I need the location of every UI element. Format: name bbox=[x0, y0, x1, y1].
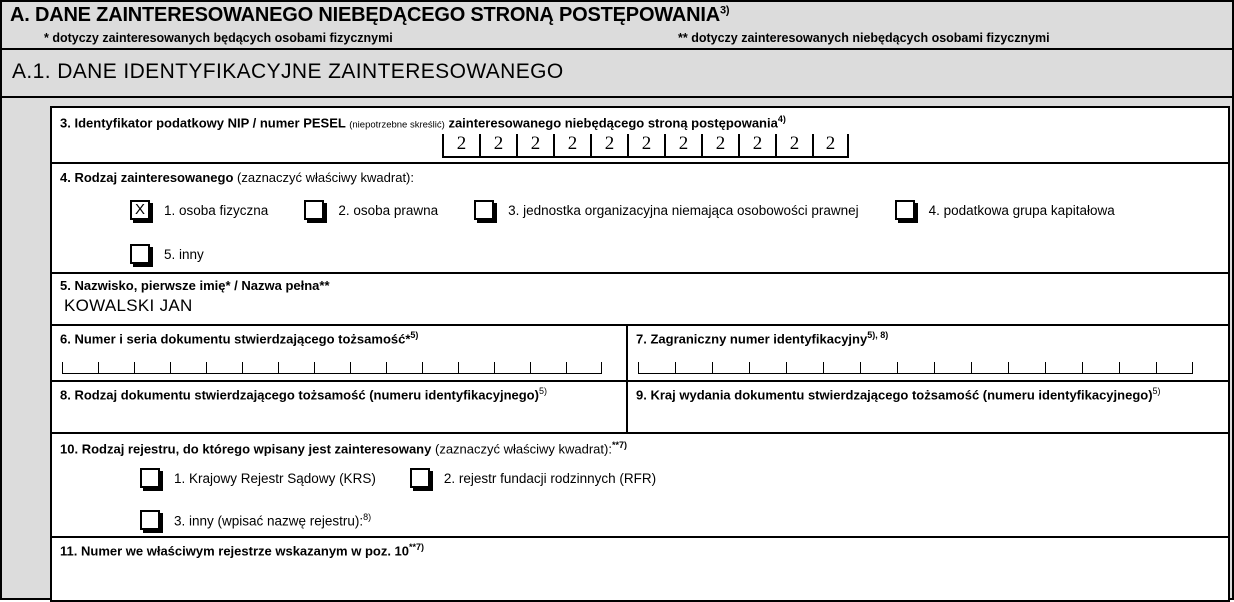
field-6-input[interactable] bbox=[62, 362, 602, 374]
field-11-number: 11. bbox=[60, 543, 78, 559]
field-7-guide-cell[interactable] bbox=[712, 362, 749, 374]
field-6-guide-cell[interactable] bbox=[314, 362, 350, 374]
field-4-option-3-label: 3. jednostka organizacyjna niemająca osobowości prawnej bbox=[508, 202, 859, 218]
field-3-digit-cell[interactable] bbox=[738, 134, 775, 158]
field-4-option-1[interactable] bbox=[130, 200, 268, 220]
field-10-option-3-superscript: 8) bbox=[363, 511, 372, 522]
field-7-guide-cell[interactable] bbox=[638, 362, 675, 374]
field-7-guide-cell[interactable] bbox=[1119, 362, 1156, 374]
field-4-option-5-label: 5. inny bbox=[164, 246, 204, 262]
field-7-number: 7. bbox=[636, 331, 647, 347]
field-4-checkbox-1[interactable]: X bbox=[130, 200, 150, 220]
field-10-checkbox-3[interactable] bbox=[140, 510, 160, 530]
form-fields-table bbox=[50, 106, 1230, 602]
field-6-cell bbox=[52, 326, 628, 380]
field-9-label bbox=[636, 386, 1161, 402]
field-7-guide-cell[interactable] bbox=[675, 362, 712, 374]
section-a-note-left: * dotyczy zainteresowanych będących osobami fizycznymi bbox=[44, 31, 393, 45]
field-8-label-main: Rodzaj dokumentu stwierdzającego tożsamość (numeru identyfikacyjnego) bbox=[74, 387, 539, 403]
field-8-cell[interactable] bbox=[52, 382, 628, 432]
field-4-option-1-label: 1. osoba fizyczna bbox=[164, 202, 269, 218]
field-10-option-1-label: 1. Krajowy Rejestr Sądowy (KRS) bbox=[174, 470, 376, 486]
field-4-checkbox-4[interactable] bbox=[895, 200, 915, 220]
field-4-options-row-1 bbox=[130, 200, 1115, 220]
field-3-label-tail: zainteresowanego niebędącego stroną postępowania bbox=[448, 115, 778, 131]
field-5-value[interactable]: KOWALSKI JAN bbox=[64, 296, 193, 315]
field-10-option-2[interactable] bbox=[410, 468, 656, 488]
field-10-option-2-label: 2. rejestr fundacji rodzinnych (RFR) bbox=[443, 470, 657, 486]
field-6-superscript: 5) bbox=[410, 330, 419, 340]
field-8-superscript: 5) bbox=[538, 386, 547, 396]
field-6-guide-cell[interactable] bbox=[134, 362, 170, 374]
field-10-superscript: **7) bbox=[611, 440, 627, 450]
section-a-title bbox=[10, 4, 729, 27]
field-3-digit-cell[interactable] bbox=[812, 134, 849, 158]
field-row-5 bbox=[52, 274, 1228, 326]
field-3-label bbox=[60, 114, 786, 130]
section-a-note-right: ** dotyczy zainteresowanych niebędących osobami fizycznymi bbox=[678, 31, 1050, 45]
field-3-digit-value: 2 bbox=[789, 133, 800, 154]
field-3-superscript: 4) bbox=[777, 114, 786, 124]
field-6-guide-cell[interactable] bbox=[278, 362, 314, 374]
field-11-superscript: **7) bbox=[409, 542, 425, 552]
field-4-options-row-2 bbox=[130, 244, 204, 264]
field-4-label-main: Rodzaj zainteresowanego bbox=[74, 170, 234, 185]
field-3-digit-cell[interactable] bbox=[442, 134, 479, 158]
field-6-guide-cell[interactable] bbox=[458, 362, 494, 374]
field-3-digit-cell[interactable] bbox=[775, 134, 812, 158]
field-row-8-9 bbox=[52, 382, 1228, 434]
field-6-label bbox=[60, 330, 418, 346]
field-4-checkbox-5[interactable] bbox=[130, 244, 150, 264]
field-7-input[interactable] bbox=[638, 362, 1193, 374]
field-6-guide-cell[interactable] bbox=[170, 362, 206, 374]
field-3-digit-value: 2 bbox=[825, 133, 836, 154]
field-6-label-main: Numer i seria dokumentu stwierdzającego tożsamość* bbox=[74, 331, 411, 347]
section-a1-title: A.1. DANE IDENTYFIKACYJNE ZAINTERESOWANEGO bbox=[12, 60, 564, 83]
field-9-number: 9. bbox=[636, 387, 647, 403]
field-3-digit-cell[interactable] bbox=[479, 134, 516, 158]
field-7-cell bbox=[628, 326, 1228, 380]
field-3-digit-value: 2 bbox=[530, 133, 541, 154]
field-7-label-main: Zagraniczny numer identyfikacyjny bbox=[650, 331, 868, 347]
field-8-label bbox=[60, 386, 547, 402]
field-4-label bbox=[60, 170, 414, 185]
field-3-digit-cell[interactable] bbox=[516, 134, 553, 158]
field-7-superscript: 5), 8) bbox=[867, 330, 889, 340]
field-3-digit-cell[interactable] bbox=[701, 134, 738, 158]
section-a1-header bbox=[2, 50, 1232, 98]
field-3-label-note: (niepotrzebne skreślić) bbox=[349, 119, 445, 131]
field-3-pesel-input[interactable] bbox=[442, 134, 849, 158]
field-4-option-4-label: 4. podatkowa grupa kapitałowa bbox=[928, 202, 1115, 218]
field-10-checkbox-1[interactable] bbox=[140, 468, 160, 488]
field-3-digit-cell[interactable] bbox=[590, 134, 627, 158]
field-10-option-3[interactable] bbox=[140, 510, 371, 530]
field-5-label-main: Nazwisko, pierwsze imię* / Nazwa pełna** bbox=[74, 278, 330, 293]
field-3-digit-value: 2 bbox=[641, 133, 652, 154]
field-row-11[interactable] bbox=[52, 538, 1228, 600]
field-6-guide-cell[interactable] bbox=[206, 362, 242, 374]
field-10-options-row-1 bbox=[140, 468, 656, 488]
field-3-digit-cell[interactable] bbox=[627, 134, 664, 158]
section-a-header bbox=[2, 2, 1232, 50]
field-6-guide-cell[interactable] bbox=[386, 362, 422, 374]
field-11-label-main: Numer we właściwym rejestrze wskazanym w poz. 10 bbox=[80, 543, 410, 559]
section-a-title-superscript: 3) bbox=[719, 4, 730, 17]
field-11-label bbox=[60, 542, 424, 558]
field-3-digit-cell[interactable] bbox=[553, 134, 590, 158]
field-6-guide-cell[interactable] bbox=[494, 362, 530, 374]
field-7-guide-cell[interactable] bbox=[1008, 362, 1045, 374]
field-3-digit-value: 2 bbox=[715, 133, 726, 154]
field-9-label-main: Kraj wydania dokumentu stwierdzającego tożsamość (numeru identyfikacyjnego) bbox=[650, 387, 1153, 403]
field-6-guide-cell[interactable] bbox=[566, 362, 602, 374]
field-10-number: 10. bbox=[60, 441, 79, 457]
field-7-guide-cell[interactable] bbox=[823, 362, 860, 374]
field-7-guide-cell[interactable] bbox=[1156, 362, 1193, 374]
field-10-label-hint: (zaznaczyć właściwy kwadrat): bbox=[434, 441, 612, 457]
field-row-4 bbox=[52, 164, 1228, 274]
field-6-guide-cell[interactable] bbox=[530, 362, 566, 374]
field-3-label-main: Identyfikator podatkowy NIP / numer PESEL bbox=[74, 115, 346, 131]
field-3-digit-value: 2 bbox=[752, 133, 763, 154]
field-6-guide-cell[interactable] bbox=[62, 362, 98, 374]
field-10-option-3-text: 3. inny (wpisać nazwę rejestru): bbox=[174, 513, 364, 529]
field-10-option-3-label bbox=[174, 512, 371, 529]
field-4-option-4[interactable] bbox=[895, 200, 1115, 220]
field-10-checkbox-2[interactable] bbox=[410, 468, 430, 488]
field-7-guide-cell[interactable] bbox=[934, 362, 971, 374]
field-7-guide-cell[interactable] bbox=[1082, 362, 1119, 374]
field-9-cell[interactable] bbox=[628, 382, 1228, 432]
field-4-option-3[interactable] bbox=[474, 200, 858, 220]
field-3-digit-value: 2 bbox=[678, 133, 689, 154]
field-3-digit-value: 2 bbox=[567, 133, 578, 154]
field-row-10 bbox=[52, 434, 1228, 538]
field-5-label bbox=[60, 278, 330, 293]
field-7-guide-cell[interactable] bbox=[971, 362, 1008, 374]
field-row-6-7 bbox=[52, 326, 1228, 382]
field-6-guide-cell[interactable] bbox=[98, 362, 134, 374]
field-7-guide-cell[interactable] bbox=[749, 362, 786, 374]
field-6-number: 6. bbox=[60, 331, 71, 347]
field-10-label-main: Rodzaj rejestru, do którego wpisany jest zainteresowany bbox=[81, 441, 432, 457]
field-10-option-1[interactable] bbox=[140, 468, 376, 488]
field-3-digit-value: 2 bbox=[493, 133, 504, 154]
field-6-guide-cell[interactable] bbox=[242, 362, 278, 374]
field-3-digit-value: 2 bbox=[604, 133, 615, 154]
field-7-guide-cell[interactable] bbox=[860, 362, 897, 374]
field-3-digit-value: 2 bbox=[456, 133, 467, 154]
field-7-guide-cell[interactable] bbox=[897, 362, 934, 374]
field-6-guide-cell[interactable] bbox=[422, 362, 458, 374]
field-4-number: 4. bbox=[60, 170, 71, 185]
section-a-title-text: A. DANE ZAINTERESOWANEGO NIEBĘDĄCEGO STRONĄ POSTĘPOWANIA bbox=[10, 4, 720, 26]
field-7-guide-cell[interactable] bbox=[1045, 362, 1082, 374]
field-4-checkbox-3[interactable] bbox=[474, 200, 494, 220]
field-4-option-5[interactable] bbox=[130, 244, 204, 264]
field-6-guide-cell[interactable] bbox=[350, 362, 386, 374]
field-4-label-hint: (zaznaczyć właściwy kwadrat): bbox=[237, 170, 415, 185]
field-row-3 bbox=[52, 108, 1228, 164]
field-10-options-row-2 bbox=[140, 510, 371, 530]
field-4-option-2-label: 2. osoba prawna bbox=[338, 202, 439, 218]
field-7-guide-cell[interactable] bbox=[786, 362, 823, 374]
field-4-checkbox-2[interactable] bbox=[304, 200, 324, 220]
field-3-digit-cell[interactable] bbox=[664, 134, 701, 158]
field-7-label bbox=[636, 330, 888, 346]
field-3-number: 3. bbox=[60, 115, 71, 131]
field-5-number: 5. bbox=[60, 278, 71, 293]
field-8-number: 8. bbox=[60, 387, 71, 403]
field-4-option-2[interactable] bbox=[304, 200, 438, 220]
field-9-superscript: 5) bbox=[1152, 386, 1161, 396]
field-10-label bbox=[60, 440, 627, 456]
